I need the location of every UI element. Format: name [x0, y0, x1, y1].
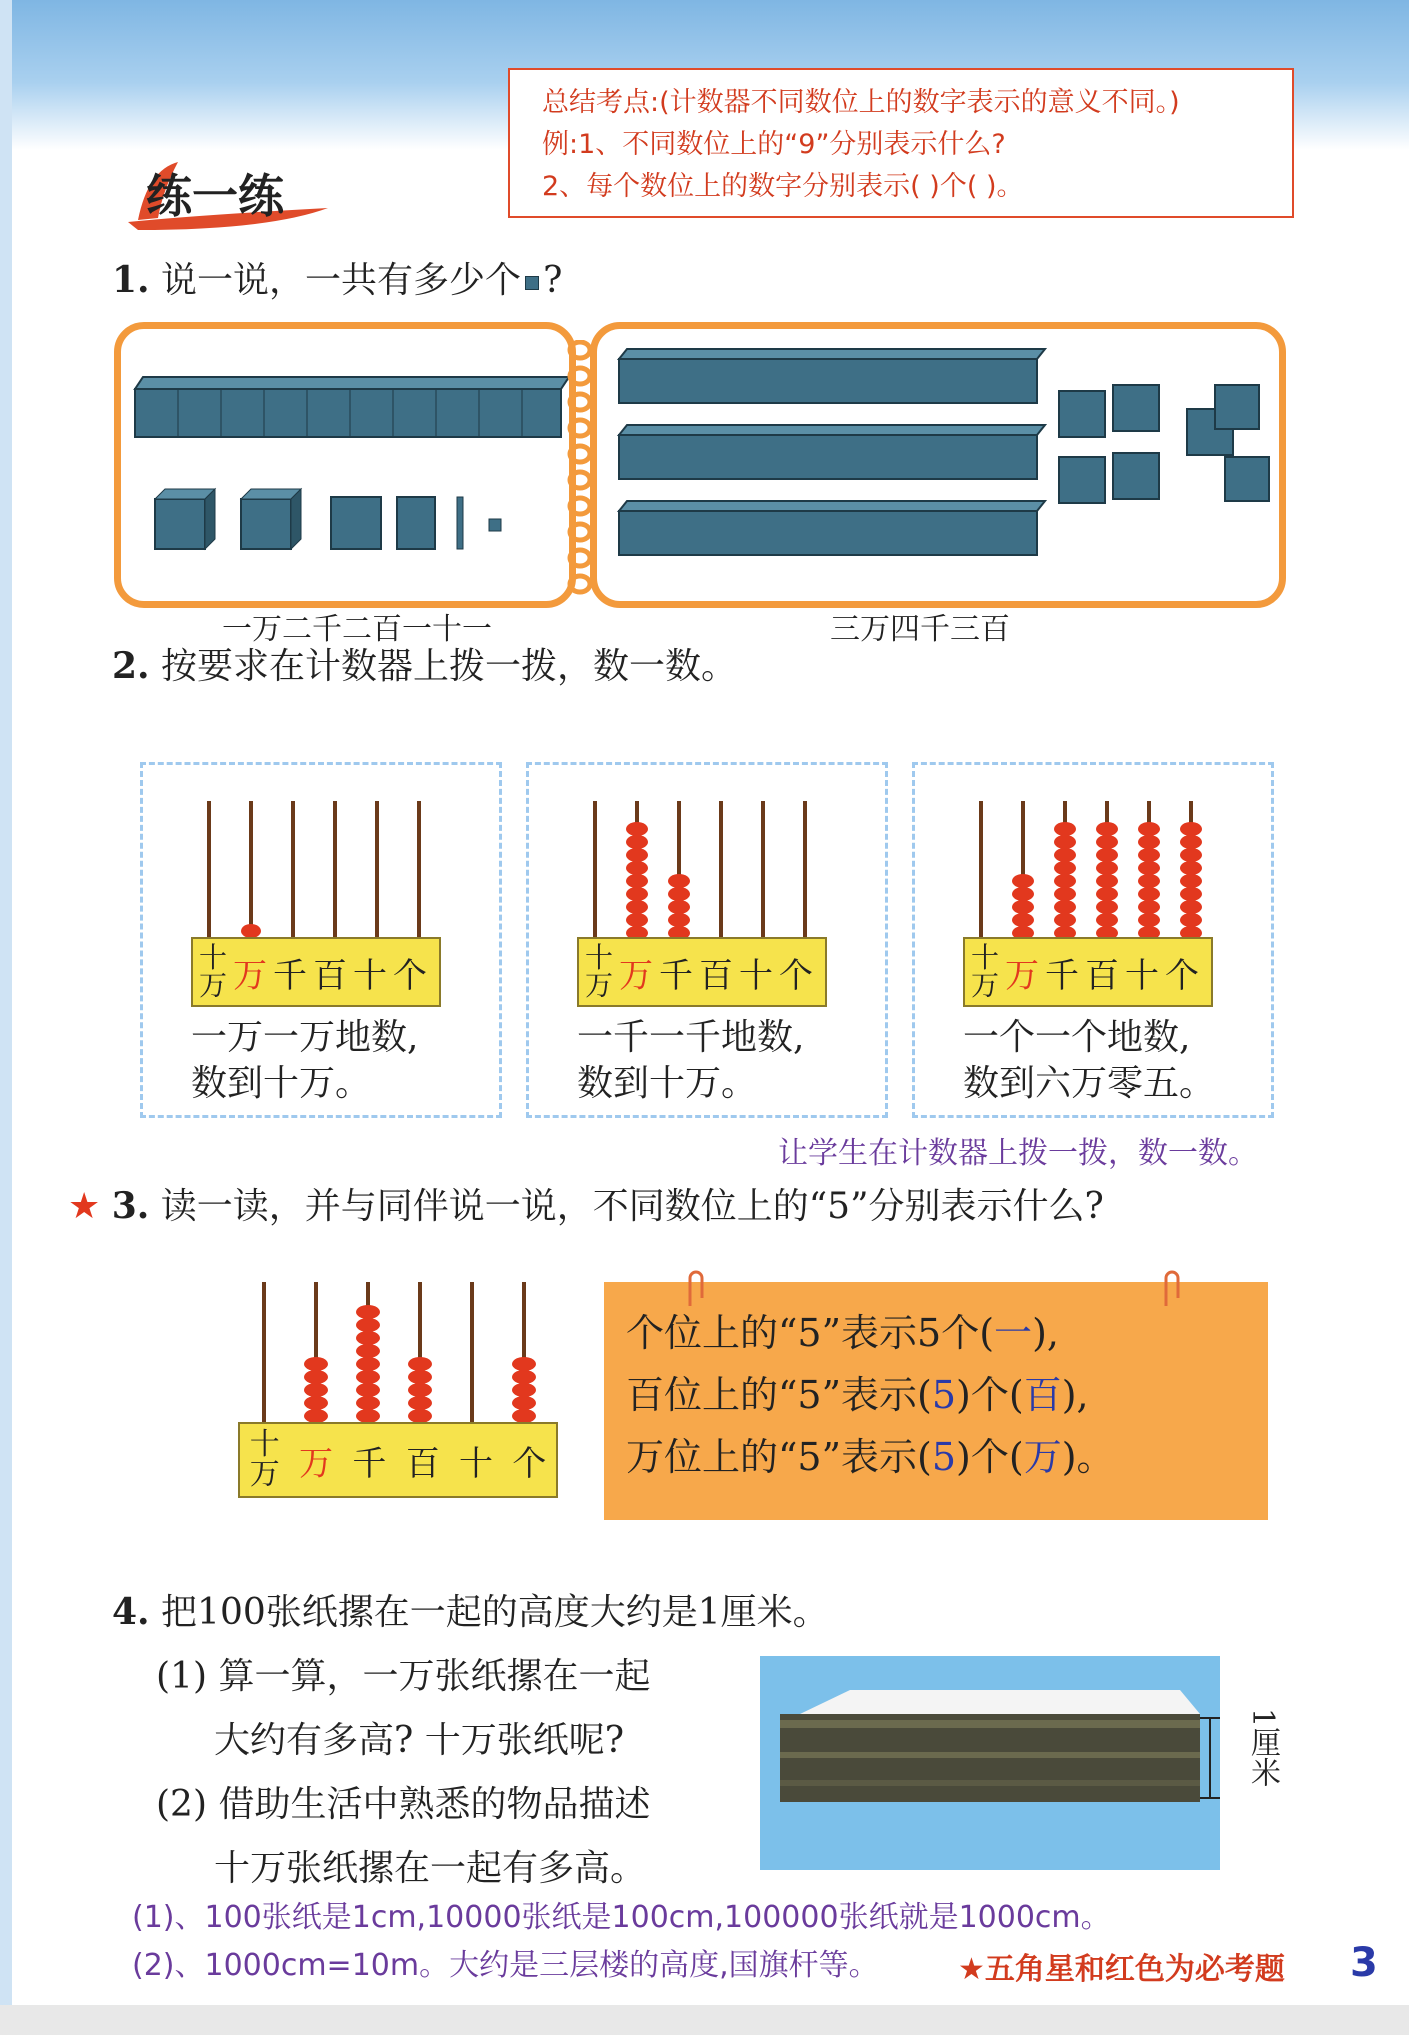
question-3-abacus-rods: [236, 1276, 566, 1426]
ten-thousand-rows: [619, 349, 1045, 555]
unit-cube-icon: [525, 276, 539, 290]
answer-line-ge-value: 一: [994, 1311, 1033, 1355]
question-3-text: 读一读，并与同伴说一说，不同数位上的“5”分别表示什么?: [160, 1186, 1104, 1227]
thousand-cubes: [155, 489, 301, 549]
paperclip-icon-2: [1156, 1268, 1186, 1308]
answer-line-bai-count: 5: [931, 1373, 957, 1417]
left-page-edge: [0, 0, 12, 2035]
question-3: [68, 1178, 1104, 1229]
summary-line-2: 例:1、不同数位上的“9”分别表示什么?: [542, 129, 1006, 160]
question-4-answer-2: (2)、1000cm=10m。大约是三层楼的高度,国旗杆等。: [132, 1948, 879, 1983]
paper-stack-height-label: 1厘米: [1245, 1708, 1280, 1788]
question-4-text: 把100张纸摞在一起的高度大约是1厘米。: [161, 1592, 829, 1633]
question-3-answer-note: [604, 1282, 1268, 1520]
required-star-icon: ★: [68, 1186, 101, 1227]
abacus-3-caption-line1: 一个一个地数,: [963, 1017, 1191, 1058]
question-1-text: 说一说，一共有多少个: [161, 260, 522, 301]
label-shi: 十: [459, 1443, 494, 1484]
label-shi: 十: [1125, 955, 1159, 996]
answer-line-bai-mid: )个(: [956, 1373, 1024, 1417]
bead: [241, 924, 261, 938]
label-qian: 千: [352, 1443, 387, 1484]
label-bai: 百: [313, 955, 347, 996]
abacus-3-caption-line2: 数到六万零五。: [963, 1063, 1216, 1104]
page-number: 3: [1350, 1940, 1378, 1986]
answer-line-bai: [626, 1364, 1268, 1426]
answer-line-ge-suffix: ),: [1032, 1311, 1059, 1355]
cubes-panel-left: [114, 322, 576, 608]
question-4-answer-1: (1)、100张纸是1cm,10000张纸是100cm,100000张纸就是1000cm。: [132, 1900, 1111, 1935]
cubes-right-graphic: [597, 329, 1279, 601]
abacus-2-caption-line1: 一千一千地数,: [577, 1017, 805, 1058]
abacus-3-place-labels: [963, 937, 1213, 1007]
answer-line-bai-prefix: 百位上的“5”表示(: [626, 1373, 932, 1417]
question-3-place-labels: [238, 1422, 558, 1498]
label-shiwan: 十万: [249, 1427, 280, 1492]
label-wan: 万: [299, 1443, 334, 1484]
answer-line-wan-unit: 万: [1023, 1435, 1062, 1479]
answer-line-bai-unit: 百: [1023, 1373, 1062, 1417]
bottom-page-edge: [0, 2005, 1409, 2035]
abacus-1-caption-line1: 一万一万地数,: [191, 1017, 419, 1058]
question-4: [112, 1584, 829, 1635]
question-1-number: 1.: [112, 259, 150, 301]
question-2: [112, 638, 737, 689]
label-shiwan: 十万: [970, 941, 999, 1002]
practice-title: 练一练: [146, 169, 284, 223]
answer-line-ge: [626, 1302, 1268, 1364]
question-4-part1-line2: 大约有多高? 十万张纸呢?: [214, 1720, 625, 1761]
question-4-part2-line2: 十万张纸摞在一起有多高。: [214, 1848, 647, 1889]
unit-cube: [489, 519, 501, 531]
question-2-text: 按要求在计数器上拨一拨，数一数。: [161, 646, 738, 687]
abacus-2-caption: [577, 1015, 804, 1107]
required-questions-note: ★五角星和红色为必考题: [958, 1952, 1285, 1987]
question-4-part2-line1: (2) 借助生活中熟悉的物品描述: [156, 1784, 651, 1825]
answer-line-wan-prefix: 万位上的“5”表示(: [626, 1435, 932, 1479]
abacus-1-rods: [143, 765, 499, 955]
summary-line-3: 2、每个数位上的数字分别表示( )个( )。: [542, 171, 1024, 202]
question-1-answer-left: 一万二千二百一十一: [222, 612, 492, 647]
label-ge: 个: [779, 955, 813, 996]
answer-line-wan: [626, 1426, 1268, 1488]
abacus-3-beads: [1012, 822, 1202, 940]
question-2-teacher-note: 让学生在计数器上拨一拨，数一数。: [778, 1136, 1258, 1171]
abacus-2-rods: [529, 765, 885, 955]
cubes-left-graphic: [121, 329, 569, 601]
label-qian: 千: [659, 955, 693, 996]
abacus-card-1: [140, 762, 502, 1118]
abacus-card-2: [526, 762, 888, 1118]
abacus-3-rods: [915, 765, 1271, 955]
label-ge: 个: [1165, 955, 1199, 996]
answer-line-ge-prefix: 个位上的“5”表示5个(: [626, 1311, 995, 1355]
question-4-number: 4.: [112, 1591, 150, 1633]
question-2-number: 2.: [112, 645, 150, 687]
answer-line-wan-mid: )个(: [956, 1435, 1024, 1479]
thousand-cube-group: [1059, 385, 1269, 503]
label-bai: 百: [699, 955, 733, 996]
abacus-1-place-labels: [191, 937, 441, 1007]
question-1: [112, 252, 562, 303]
abacus-1-caption: [191, 1015, 418, 1107]
question-4-part1-line1: (1) 算一算，一万张纸摞在一起: [156, 1656, 651, 1697]
label-qian: 千: [1045, 955, 1079, 996]
summary-line-1: 总结考点:(计数器不同数位上的数字表示的意义不同。): [542, 87, 1180, 118]
label-bai: 百: [1085, 955, 1119, 996]
label-shiwan: 十万: [584, 941, 613, 1002]
answer-line-wan-suffix: )。: [1061, 1435, 1115, 1479]
label-shiwan: 十万: [198, 941, 227, 1002]
label-ge: 个: [393, 955, 427, 996]
paperclip-icon: [680, 1268, 710, 1308]
label-ge: 个: [512, 1443, 547, 1484]
paper-stack-graphic: [760, 1656, 1220, 1870]
cubes-panel-right: [590, 322, 1286, 608]
summary-note-box: [508, 68, 1294, 218]
label-wan: 万: [233, 955, 267, 996]
ten-rod: [457, 497, 463, 549]
answer-line-bai-suffix: ),: [1061, 1373, 1089, 1417]
label-shi: 十: [353, 955, 387, 996]
answer-line-wan-count: 5: [931, 1435, 957, 1479]
abacus-2-place-labels: [577, 937, 827, 1007]
question-1-end: ?: [543, 260, 563, 301]
question-3-number: 3.: [111, 1185, 150, 1227]
hundred-flats: [331, 497, 435, 549]
paper-stack-photo: [760, 1656, 1220, 1870]
abacus-card-3: [912, 762, 1274, 1118]
label-qian: 千: [273, 955, 307, 996]
abacus-3-caption: [963, 1015, 1215, 1107]
abacus-1-caption-line2: 数到十万。: [191, 1063, 372, 1104]
abacus-2-caption-line2: 数到十万。: [577, 1063, 758, 1104]
label-wan: 万: [619, 955, 653, 996]
thousand-block-row: [135, 377, 569, 437]
label-shi: 十: [739, 955, 773, 996]
question-1-answer-right: 三万四千三百: [830, 612, 1010, 647]
label-wan: 万: [1005, 955, 1039, 996]
label-bai: 百: [405, 1443, 440, 1484]
